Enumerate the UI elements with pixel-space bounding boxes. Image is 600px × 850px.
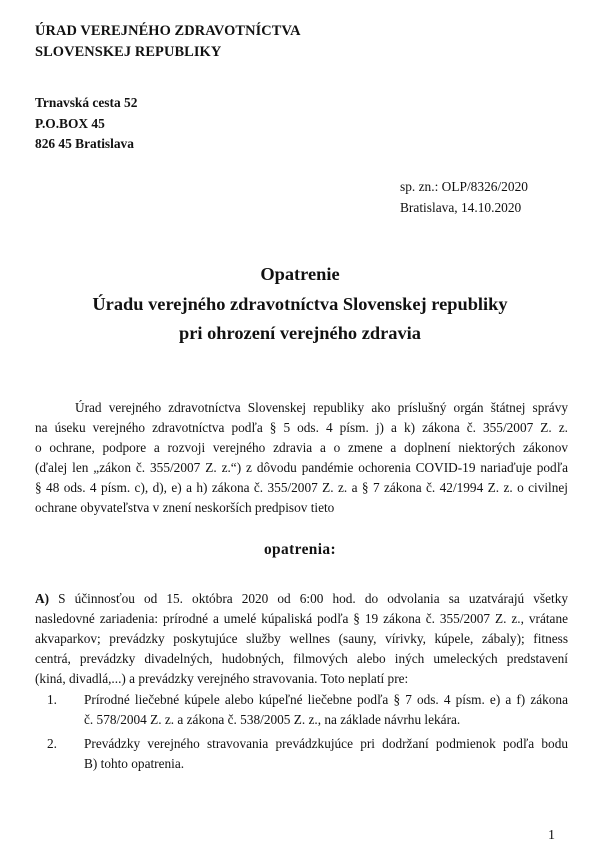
place-date: Bratislava, 14.10.2020 <box>400 200 522 215</box>
list-item-line: B) tohto opatrenia. <box>84 755 185 771</box>
section-a-line: centrá, prevádzky divadelných, hudobných, filmových alebo iných umeleckých predstavení <box>35 651 568 667</box>
list-item <box>35 690 568 730</box>
authority-name-line2: SLOVENSKEJ REPUBLIKY <box>35 44 222 60</box>
page-number: 1 <box>548 828 555 843</box>
address-street: Trnavská cesta 52 <box>35 95 138 110</box>
section-a-line-text: S účinnosťou od 15. októbra 2020 od 6:00 hod. do odvolania sa uzatvárajú všetky <box>58 591 568 606</box>
list-item-line: Prírodné liečebné kúpele alebo kúpeľné liečebne podľa § 7 ods. 4 písm. e) a f) zákona <box>84 692 568 707</box>
authority-name-line1: ÚRAD VEREJNÉHO ZDRAVOTNÍCTVA <box>35 23 301 39</box>
section-a-line <box>35 589 568 609</box>
intro-line: (ďalej len „zákon č. 355/2007 Z. z.“) z dôvodu pandémie ochorenia COVID-19 nariaďuje podľa <box>35 460 568 476</box>
list-item-number: 1. <box>47 692 57 707</box>
list-item-line: Prevádzky verejného stravovania prevádzkujúce pri dodržaní podmienok podľa bodu <box>84 735 568 751</box>
intro-line: na úseku verejného zdravotníctva podľa § 5 ods. 4 písm. j) a k) zákona č. 355/2007 Z. z. <box>35 420 568 436</box>
section-a-line: nasledovné zariadenia: prírodné a umelé kúpaliská podľa § 19 zákona č. 355/2007 Z. z., vrátane <box>35 611 568 627</box>
section-a-label: A) <box>35 591 50 606</box>
list-item-number: 2. <box>47 735 57 751</box>
intro-line: Úrad verejného zdravotníctva Slovenskej republiky ako príslušný orgán štátnej správy <box>75 400 568 415</box>
document-reference <box>400 176 528 218</box>
intro-paragraph <box>35 398 568 519</box>
title-line3: pri ohrození verejného zdravia <box>179 323 421 343</box>
intro-line: § 48 ods. 4 písm. c), d), e) a h) zákona č. 355/2007 Z. z. a § 7 zákona č. 42/1994 Z. z. o civilnej <box>35 480 568 496</box>
intro-line: ochrane obyvateľstva v znení neskorších predpisov tieto <box>35 500 335 516</box>
case-number: sp. zn.: OLP/8326/2020 <box>400 179 528 194</box>
document-title <box>0 260 600 349</box>
list-item <box>35 734 568 774</box>
section-a-line: (kiná, divadlá,...) a prevádzky verejného stravovania. Toto neplatí pre: <box>35 671 409 687</box>
section-a-line: akvaparkov; prevádzky poskytujúce služby wellnes (sauny, vírivky, kúpele, zábaly); fitness <box>35 631 568 647</box>
issuing-authority <box>35 21 301 63</box>
list-item-line: č. 578/2004 Z. z. a zákona č. 538/2005 Z. z., na základe návrhu lekára. <box>84 712 461 728</box>
authority-address <box>35 93 137 155</box>
intro-line: o ochrane, podpore a rozvoji verejného zdravia a o zmene a doplnení niektorých zákonov <box>35 440 568 456</box>
title-line2: Úradu verejného zdravotníctva Slovenskej republiky <box>92 293 508 314</box>
section-a <box>35 589 568 689</box>
measures-heading: opatrenia: <box>263 541 337 558</box>
exceptions-list <box>35 690 568 777</box>
title-line1: Opatrenie <box>260 264 340 284</box>
address-pobox: P.O.BOX 45 <box>35 115 105 131</box>
address-city: 826 45 Bratislava <box>35 136 134 151</box>
